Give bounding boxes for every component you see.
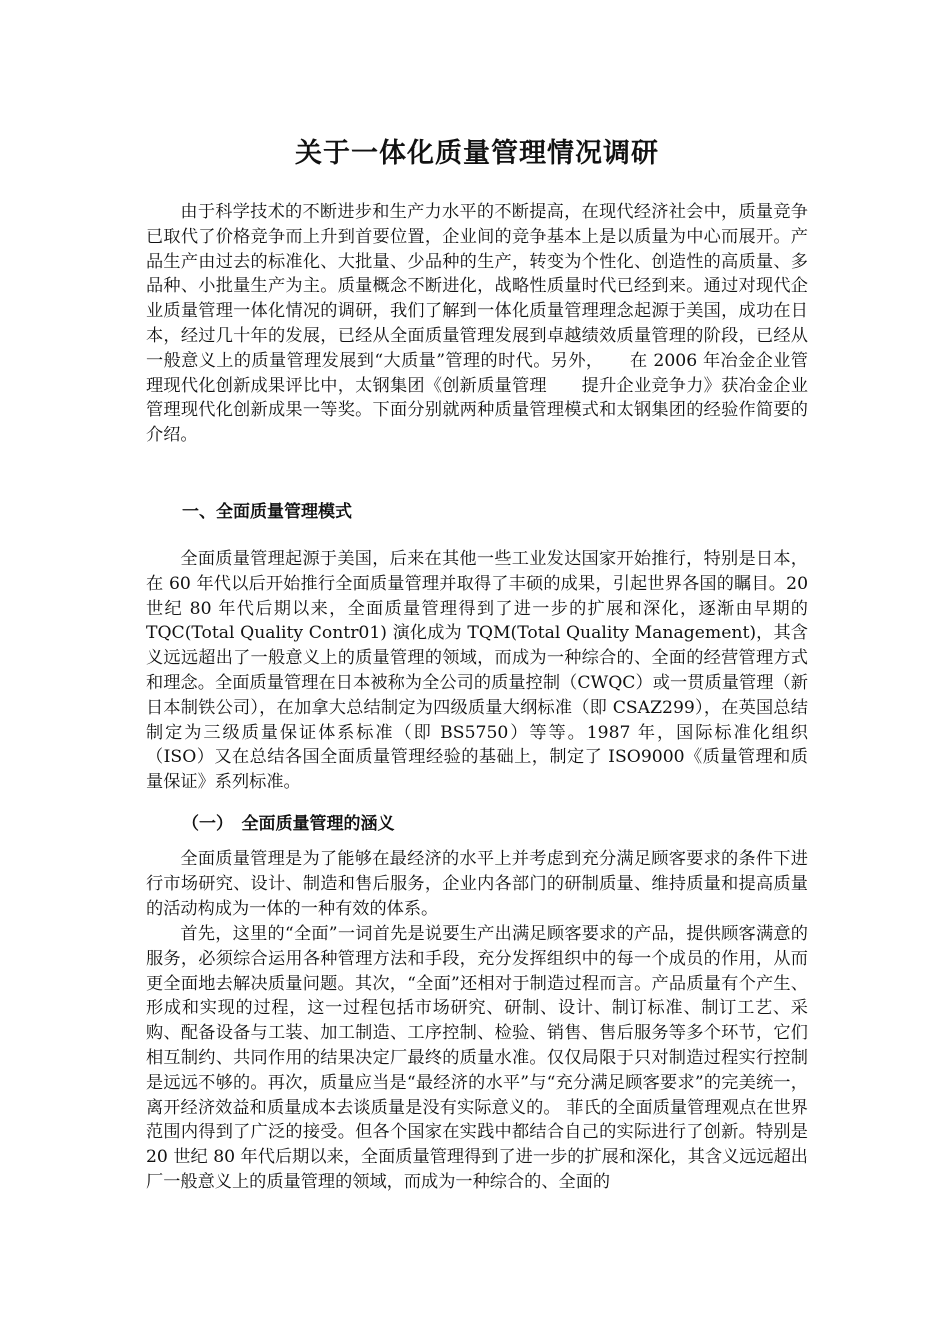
subsection-1-paragraph-1: 全面质量管理是为了能够在最经济的水平上并考虑到充分满足顾客要求的条件下进行市场研究、设计、制造和售后服务，企业内各部门的研制质量、维持质量和提高质量的活动构成为一体的一种有效的体系。	[146, 849, 808, 919]
subsection-1-paragraph-2: 首先，这里的“全面”一词首先是说要生产出满足顾客要求的产品，提供顾客满意的服务，必须综合运用各种管理方法和手段，充分发挥组织中的每一个成员的作用，从而更全面地去解决质量问题。其次，“全面”还相对于制造过程而言。产品质量有个产生、形成和实现的过程，这一过程包括市场研究、研制、设计、制订标准、制订工艺、采购、配备设备与工装、加工制造、工序控制、检验、销售、售后服务等多个环节，它们相互制约、共同作用的结果决定厂最终的质量水准。仅仅局限于只对制造过程实行控制是远远不够的。再次，质量应当是“最经济的水平”与“充分满足顾客要求”的完美统一，离开经济效益和质量成本去谈质量是没有实际意义的。 菲氏的全面质量管理观点在世界范围内得到了广泛的接受。但各个国家在实践中都结合自己的实际进行了创新。特别是 20 世纪 80 年代后期以来，全面质量管理得到了进一步的扩展和深化，其含义远远超出厂一般意义上的质量管理的领域，而成为一种综合的、全面的	[146, 924, 808, 1192]
subsection-heading-1: （一） 全面质量管理的涵义	[182, 814, 395, 834]
section-heading-1: 一、全面质量管理模式	[182, 502, 352, 522]
document-title: 关于一体化质量管理情况调研	[295, 138, 659, 169]
intro-paragraph: 由于科学技术的不断进步和生产力水平的不断提高，在现代经济社会中，质量竞争已取代了价格竞争而上升到首要位置，企业间的竞争基本上是以质量为中心而展开。产品生产由过去的标准化、大批量、少品种的生产，转变为个性化、创造性的高质量、多品种、小批量生产为主。质量概念不断进化，战略性质量时代已经到来。通过对现代企业质量管理一体化情况的调研，我们了解到一体化质量管理理念起源于美国，成功在日本，经过几十年的发展，已经从全面质量管理发展到卓越绩效质量管理的阶段，已经从一般意义上的质量管理发展到“大质量”管理的时代。另外， 在 2006 年冶金企业管理现代化创新成果评比中，太钢集团《创新质量管理 提升企业竞争力》获冶金企业管理现代化创新成果一等奖。下面分别就两种质量管理模式和太钢集团的经验作简要的介绍。	[146, 202, 808, 446]
section-1-paragraph: 全面质量管理起源于美国，后来在其他一些工业发达国家开始推行，特别是日本，在 60 年代以后开始推行全面质量管理并取得了丰硕的成果，引起世界各国的瞩目。20 世纪 80 年代后期以来，全面质量管理得到了进一步的扩展和深化，逐渐由早期的 TQC(Total Quality Contr01) 演化成为 TQM(Total Quality Management)，其含义远远超出了一般意义上的质量管理的领域，而成为一种综合的、全面的经营管理方式和理念。全面质量管理在日本被称为全公司的质量控制（CWQC）或一贯质量管理（新日本制铁公司），在加拿大总结制定为四级质量大纲标准（即 CSAZ299），在英国总结制定为三级质量保证体系标准（即 BS5750）等等。1987 年，国际标准化组织（ISO）又在总结各国全面质量管理经验的基础上，制定了 ISO9000《质量管理和质量保证》系列标准。	[146, 549, 808, 793]
